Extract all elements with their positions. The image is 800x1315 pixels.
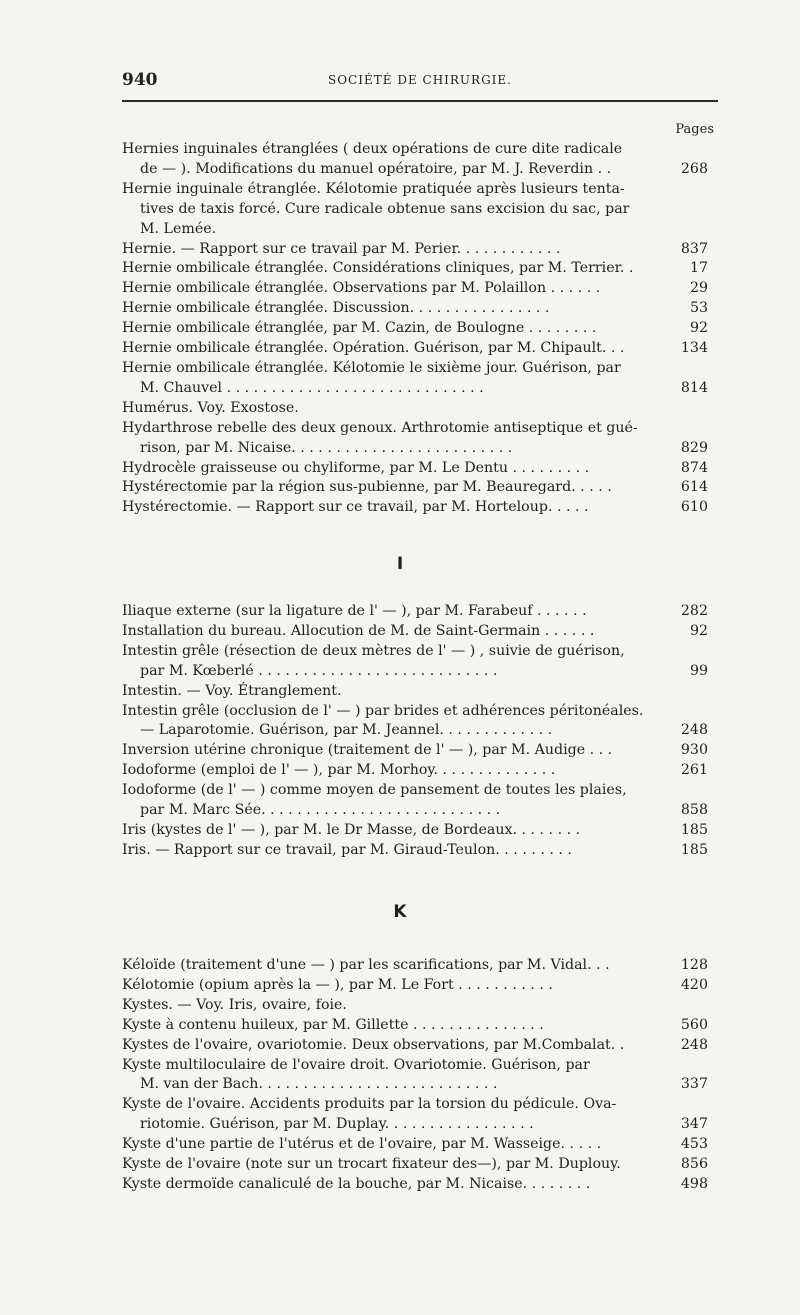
index-entry	[122, 642, 708, 682]
entry-page-number: 134	[680, 340, 708, 357]
index-entry	[122, 976, 708, 996]
index-entry	[122, 279, 708, 299]
entry-page-number: 829	[680, 439, 708, 456]
entry-text-line: Hernie. — Rapport sur ce travail par M. Perier. . . . . . . . . . . .	[122, 240, 561, 257]
entry-text-line: M. van der Bach. . . . . . . . . . . . . . . . . . . . . . . . . . .	[140, 1076, 498, 1093]
entry-text-line: Iodoforme (emploi de l' — ), par M. Morhoy. . . . . . . . . . . . . .	[122, 762, 556, 779]
pages-column-label: Pages	[675, 122, 714, 137]
index-entry	[122, 240, 708, 260]
entry-page-number: 858	[680, 802, 708, 819]
entry-page-number: 53	[689, 300, 708, 317]
index-entry	[122, 399, 708, 419]
entry-text-line: Kyste d'une partie de l'utérus et de l'ovaire, par M. Wasseige. . . . .	[122, 1136, 602, 1153]
entry-text-line: par M. Kœberlé . . . . . . . . . . . . . . . . . . . . . . . . . . .	[140, 662, 498, 679]
entry-text-line: Intestin grêle (occlusion de l' — ) par brides et adhérences péritonéales.	[122, 702, 644, 719]
entry-text-line: Iris (kystes de l' — ), par M. le Dr Masse, de Bordeaux. . . . . . . .	[122, 821, 581, 838]
index-entry	[122, 1056, 708, 1096]
index-entry	[122, 602, 708, 622]
entry-text-line: M. Chauvel . . . . . . . . . . . . . . . . . . . . . . . . . . . . .	[140, 379, 484, 396]
entry-text-line: Hernie inguinale étranglée. Kélotomie pratiquée après lusieurs tenta-	[122, 180, 625, 197]
entry-text-line: Kystes de l'ovaire, ovariotomie. Deux observations, par M.Combalat. .	[122, 1036, 625, 1053]
entry-text-line: Intestin. — Voy. Étranglement.	[122, 682, 342, 699]
section-letter: K	[393, 902, 407, 922]
entry-text-line: tives de taxis forcé. Cure radicale obtenue sans excision du sac, par	[140, 200, 630, 217]
entry-page-number: 930	[680, 742, 708, 759]
index-entry	[122, 319, 708, 339]
page-number: 940	[122, 70, 158, 90]
index-entry	[122, 359, 708, 399]
entry-page-number: 337	[680, 1076, 708, 1093]
entry-page-number: 248	[680, 1036, 708, 1053]
entry-text-line: Hystérectomie par la région sus-pubienne, par M. Beauregard. . . . .	[122, 479, 612, 496]
entry-page-number: 128	[680, 957, 708, 973]
entry-text-line: Hernie ombilicale étranglée. Discussion. . . . . . . . . . . . . . . .	[122, 300, 550, 317]
entry-page-number: 874	[680, 459, 708, 476]
entry-text-line: Kyste de l'ovaire (note sur un trocart fixateur des—), par M. Duplouy.	[122, 1156, 621, 1173]
index-entry	[122, 781, 708, 821]
entry-page-number: 282	[680, 603, 708, 619]
entry-text-line: — Laparotomie. Guérison, par M. Jeannel. . . . . . . . . . . . .	[140, 722, 553, 739]
index-entry	[122, 741, 708, 761]
entry-text-line: Hydarthrose rebelle des deux genoux. Arthrotomie antiseptique et gué-	[122, 419, 638, 436]
entry-page-number: 837	[680, 240, 708, 257]
index-entry	[122, 761, 708, 781]
entry-page-number: 560	[680, 1016, 708, 1033]
index-entry	[122, 419, 708, 459]
index-entry	[122, 299, 708, 319]
entry-text-line: rison, par M. Nicaise. . . . . . . . . . . . . . . . . . . . . . . . .	[140, 439, 513, 456]
index-entry	[122, 1175, 708, 1195]
index-entry	[122, 702, 708, 742]
entry-text-line: Inversion utérine chronique (traitement de l' — ), par M. Audige . . .	[122, 742, 613, 759]
entry-text-line: Kélotomie (opium après la — ), par M. Le Fort . . . . . . . . . . .	[122, 976, 553, 993]
index-entry	[122, 622, 708, 642]
entry-text-line: Iris. — Rapport sur ce travail, par M. Giraud-Teulon. . . . . . . . .	[122, 841, 572, 858]
entry-text-line: Kyste de l'ovaire. Accidents produits par la torsion du pédicule. Ova-	[122, 1096, 617, 1113]
index-entry	[122, 996, 708, 1016]
entry-page-number: 610	[680, 499, 708, 516]
index-entry	[122, 1016, 708, 1036]
entry-page-number: 420	[680, 976, 708, 993]
running-title: SOCIÉTÉ DE CHIRURGIE.	[328, 73, 512, 87]
entry-text-line: Installation du bureau. Allocution de M. de Saint-Germain . . . . . .	[122, 622, 595, 639]
entry-text-line: de — ). Modifications du manuel opératoire, par M. J. Reverdin . .	[140, 160, 612, 177]
entry-text-line: Hydrocèle graisseuse ou chyliforme, par M. Le Dentu . . . . . . . . .	[122, 459, 590, 476]
entry-text-line: Kyste à contenu huileux, par M. Gillette . . . . . . . . . . . . . . .	[122, 1016, 544, 1033]
header-rule	[122, 100, 718, 102]
entry-page-number: 614	[680, 479, 708, 496]
index-entry	[122, 1036, 708, 1056]
index-entry	[122, 841, 708, 861]
entry-page-number: 347	[680, 1116, 708, 1133]
index-entry	[122, 140, 708, 180]
index-entry	[122, 339, 708, 359]
entry-page-number: 99	[689, 662, 708, 679]
entry-page-number: 453	[680, 1136, 708, 1153]
entry-page-number: 814	[680, 379, 708, 396]
index-entry	[122, 180, 708, 240]
entry-text-line: Iodoforme (de l' — ) comme moyen de pansement de toutes les plaies,	[122, 782, 627, 799]
entry-text-line: Kystes. — Voy. Iris, ovaire, foie.	[122, 996, 347, 1013]
entry-text-line: Hernie ombilicale étranglée. Considérations cliniques, par M. Terrier. .	[122, 260, 634, 277]
entry-text-line: Kéloïde (traitement d'une — ) par les scarifications, par M. Vidal. . .	[122, 957, 610, 973]
index-entry	[122, 498, 708, 518]
entry-text-line: Hernie ombilicale étranglée. Kélotomie le sixième jour. Guérison, par	[122, 359, 621, 376]
index-entry	[122, 259, 708, 279]
entry-text-line: Hernies inguinales étranglées ( deux opérations de cure dite radicale	[122, 141, 623, 157]
entry-page-number: 29	[689, 280, 708, 297]
entry-text-line: Humérus. Voy. Exostose.	[122, 399, 299, 416]
entry-text-line: Kyste dermoïde canaliculé de la bouche, par M. Nicaise. . . . . . . .	[122, 1175, 591, 1192]
entry-page-number: 185	[680, 841, 708, 858]
entry-list	[122, 956, 708, 1195]
entry-text-line: Hernie ombilicale étranglée. Opération. Guérison, par M. Chipault. . .	[122, 340, 625, 357]
entry-text-line: par M. Marc Sée. . . . . . . . . . . . . . . . . . . . . . . . . . .	[140, 802, 501, 819]
index-entry	[122, 1135, 708, 1155]
entry-text-line: Hystérectomie. — Rapport sur ce travail, par M. Horteloup. . . . .	[122, 499, 589, 516]
index-entry	[122, 682, 708, 702]
entry-page-number: 856	[680, 1156, 708, 1173]
entry-text-line: Hernie ombilicale étranglée, par M. Cazin, de Boulogne . . . . . . . .	[122, 320, 597, 337]
index-entry	[122, 956, 708, 976]
entry-page-number: 261	[680, 762, 708, 779]
page-header	[122, 70, 718, 96]
section-letter: I	[396, 554, 404, 574]
entry-text-line: Hernie ombilicale étranglée. Observations par M. Polaillon . . . . . .	[122, 280, 601, 297]
entry-page-number: 92	[689, 622, 708, 639]
entry-page-number: 498	[680, 1175, 708, 1192]
entry-page-number: 92	[689, 320, 708, 337]
entry-text-line: Iliaque externe (sur la ligature de l' — ), par M. Farabeuf . . . . . .	[122, 603, 587, 619]
entry-text-line: Intestin grêle (résection de deux mètres de l' — ) , suivie de guérison,	[122, 642, 625, 659]
index-entry	[122, 821, 708, 841]
index-entry	[122, 478, 708, 498]
entry-text-line: M. Lemée.	[140, 220, 217, 237]
entry-list	[122, 140, 708, 518]
index-entry	[122, 1095, 708, 1135]
entry-page-number: 185	[680, 821, 708, 838]
entry-page-number: 17	[689, 260, 708, 277]
entry-page-number: 248	[680, 722, 708, 739]
index-entry	[122, 459, 708, 479]
entry-text-line: Kyste multiloculaire de l'ovaire droit. Ovariotomie. Guérison, par	[122, 1056, 590, 1073]
entry-text-line: riotomie. Guérison, par M. Duplay. . . . . . . . . . . . . . . . .	[140, 1116, 534, 1133]
entry-page-number: 268	[680, 160, 708, 177]
entry-list	[122, 602, 708, 861]
index-entry	[122, 1155, 708, 1175]
